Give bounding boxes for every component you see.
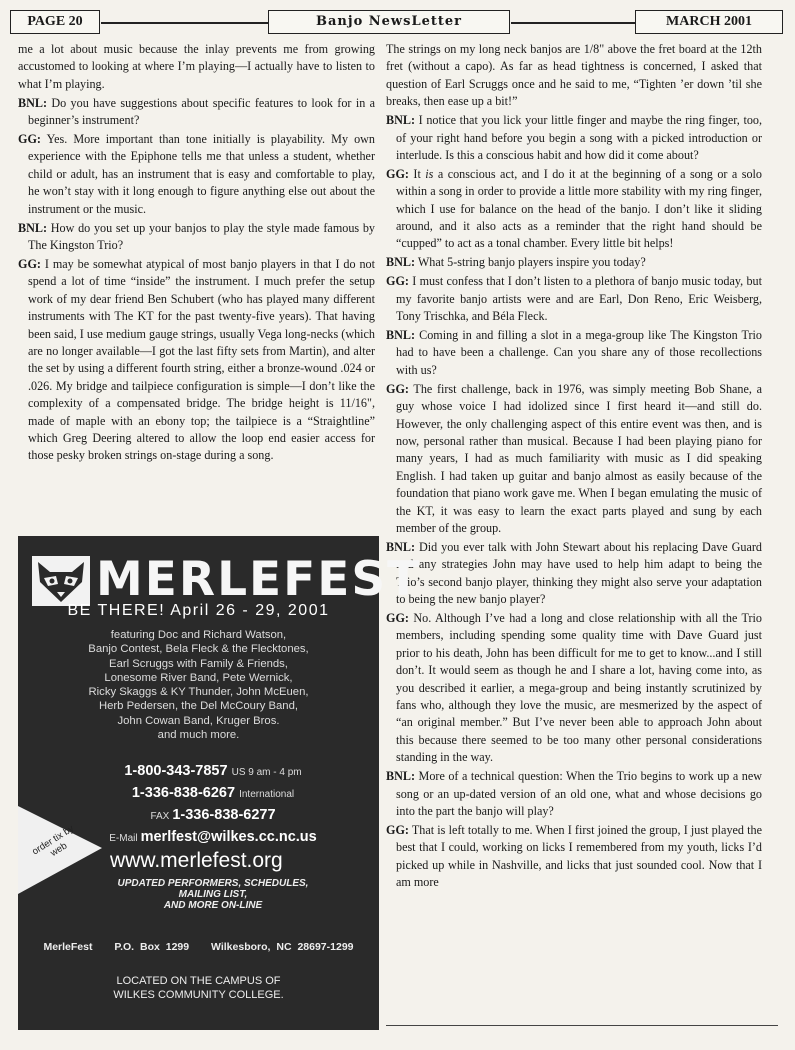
question-paragraph <box>18 95 375 130</box>
answer-paragraph <box>386 381 762 538</box>
speaker-label: GG: <box>18 132 41 147</box>
lineup-line: featuring Doc and Richard Watson, <box>110 629 287 641</box>
website-link[interactable]: www.merlefest.org <box>110 849 283 872</box>
answer-paragraph <box>18 256 375 465</box>
lineup-line: Banjo Contest, Bela Fleck & the Flecktones, <box>88 643 309 656</box>
paragraph-text: More of a technical question: When the Trio begins to work up a new song or an up-dated version of an old one, what and whose decisions go into the part the banjo will play? <box>396 769 762 818</box>
speaker-label: BNL: <box>18 95 48 110</box>
newsletter-title: Banjo NewsLetter <box>268 10 510 34</box>
paragraph <box>386 41 762 111</box>
paragraph-text: What 5-string banjo players inspire you today? <box>417 255 646 270</box>
phone-us-line <box>78 761 348 783</box>
question-paragraph <box>386 327 762 379</box>
speaker-label: BNL: <box>386 255 416 270</box>
speaker-label: BNL: <box>386 113 416 128</box>
festival-name: MERLEFEST <box>96 552 422 607</box>
contact-info <box>78 761 348 849</box>
question-paragraph <box>386 768 762 820</box>
paragraph-text-start: It <box>413 166 426 181</box>
email-line <box>78 827 348 849</box>
answer-paragraph <box>386 273 762 325</box>
paragraph-text: That is left totally to me. When I first joined the group, I just played the best that I could, working on licks I remembered from my youth, licks I’d picked up while in Nashville, and licks that just sounded cool. Now that I am more <box>396 822 762 890</box>
address-name: MerleFest <box>43 941 93 953</box>
lineup-line: Lonesome River Band, Pete Wernick, <box>104 671 293 684</box>
right-column <box>386 41 762 893</box>
header-rule-left <box>101 22 268 24</box>
question-paragraph <box>18 220 375 255</box>
address-city: Wilkesboro, NC 28697-1299 <box>211 941 354 953</box>
lineup-line: Ricky Skaggs & KY Thunder, John McEuen, <box>88 686 309 699</box>
paragraph-text: a conscious act, and I do it at the beginning of a song or a solo within a song in order to provide a little more stability with my ring finger, which I use for balance on the head of the banjo. I don’t like it sliding around, and it also acts as a reminder that the right hand should be “cupped” to act as a tonal chamber. Every little bit helps! <box>396 166 763 251</box>
paragraph-text: Yes. More important than tone initially is playability. My own experience with the Epiphone tells me that unless a student, whether child or adult, has an instrument that is easy and comfortable to play, he won’t stay with it long enough to figure anything else out about the instrument or the music. <box>28 132 375 216</box>
column-end-rule <box>386 1025 778 1026</box>
paragraph-text: I notice that you lick your little finger and maybe the ring finger, too, of your right hand before you begin a song with a picked introduction or interlude. Is this a conscious habit and how did it come about? <box>396 113 762 162</box>
emphasis-text: is <box>425 166 434 181</box>
fax-line <box>78 805 348 827</box>
raccoon-icon <box>32 556 90 606</box>
lineup-line: Earl Scruggs with Family & Friends, <box>109 657 288 670</box>
phone-intl-note: International <box>239 789 295 800</box>
fax-number: 1-336-838-6277 <box>172 807 276 823</box>
paragraph-text: The strings on my long neck banjos are 1/8" above the fret board at the 12th fret (without a capo). As far as head tightness is concerned, I asked that question of Earl Scruggs once and he said to me, “Tighten ’er down ’til she breaks, then ease up a bit!” <box>386 42 762 109</box>
website-description-line: UPDATED PERFORMERS, SCHEDULES, <box>117 878 309 889</box>
answer-paragraph <box>386 610 762 767</box>
speaker-label: BNL: <box>386 539 416 554</box>
ad-logo <box>32 552 422 607</box>
paragraph <box>18 41 375 93</box>
question-paragraph <box>386 254 762 271</box>
paragraph-text: The first challenge, back in 1976, was simply meeting Bob Shane, a guy whose voice I had idolized since I first heard it—and still do. However, the only challenging aspect of this entire event was then, and is now, personal rather than musical. Because I had been playing piano for many years, I had as much familiarity with music as I did speaking English. I had taken up guitar and banjo almost as easily because of the foundation that piano work gave me. When I began emulating the music of the KT, it was easy to learn the exact parts played and sung by each member of the group. <box>396 381 762 535</box>
question-paragraph <box>386 112 762 164</box>
phone-us-note: US 9 am - 4 pm <box>231 767 302 778</box>
paragraph-text: Did you ever talk with John Stewart about his replacing Dave Guard and any strategies John may have used to help him adapt to being the Trio’s second banjo player, thinking they might also serve your adaptation to being the new banjo player? <box>396 539 762 607</box>
speaker-label: BNL: <box>386 769 416 784</box>
campus-line: WILKES COMMUNITY COLLEGE. <box>113 989 284 1001</box>
paragraph-text: No. Although I’ve had a long and close relationship with all the Trio members, including spending some quality time with Dave Guard just prior to his death, John has been difficult for me to get to know...and I still don’t. It would seem as though he and I share a lot, having come into, as you described it earlier, a mega-group and being instantly scrutinized by fans who, although they love the music, are mesmerized by the aspect of “an original member.” But I’ve never been able to approach John about this because there seemed to be too many other personal considerations standing in the way. <box>396 611 762 765</box>
lineup-line: Herb Pedersen, the Del McCoury Band, <box>98 700 299 713</box>
festival-dates: BE THERE! April 26 - 29, 2001 <box>67 602 330 619</box>
speaker-label: GG: <box>386 611 409 625</box>
speaker-label: GG: <box>386 166 409 181</box>
lineup-line: John Cowan Band, Kruger Bros. <box>117 714 280 727</box>
campus-location <box>18 974 379 1002</box>
speaker-label: GG: <box>386 381 409 396</box>
phone-intl-line <box>78 783 348 805</box>
website-description <box>78 878 348 911</box>
email-label: E-Mail <box>109 833 138 844</box>
speaker-label: GG: <box>18 256 41 271</box>
speaker-label: BNL: <box>18 220 48 235</box>
address-box: P.O. Box 1299 <box>114 941 190 953</box>
lineup-line: and much more. <box>157 729 240 742</box>
order-badge-text: order tix by web <box>30 823 76 859</box>
speaker-label: GG: <box>386 822 409 837</box>
website-description-line: AND MORE ON-LINE <box>163 900 263 911</box>
issue-date: MARCH 2001 <box>635 10 783 34</box>
performer-lineup <box>48 628 349 742</box>
email-address[interactable]: merlfest@wilkes.cc.nc.us <box>140 829 317 845</box>
answer-paragraph <box>386 166 762 253</box>
speaker-label: GG: <box>386 274 409 289</box>
paragraph-text: Coming in and filling a slot in a mega-group like The Kingston Trio had to have been a challenge. Can you share any of those recollections with us? <box>396 328 762 377</box>
paragraph-text: How do you set up your banjos to play the style made famous by The Kingston Trio? <box>28 220 375 252</box>
phone-intl[interactable]: 1-336-838-6267 <box>131 785 236 801</box>
paragraph-text: me a lot about music because the inlay prevents me from growing accustomed to looking at where I’m playing—I actually have to listen to what I’m playing. <box>18 42 375 91</box>
website-description-line: MAILING LIST, <box>178 889 248 900</box>
page-number: PAGE 20 <box>10 10 100 34</box>
paragraph-text: I must confess that I don’t listen to a plethora of banjo music today, but my favorite banjo artists were and are Earl, Don Reno, Eric Weisberg, Tony Trischka, and Béla Fleck. <box>396 274 762 324</box>
answer-paragraph <box>386 822 762 892</box>
question-paragraph <box>386 539 762 609</box>
phone-us[interactable]: 1-800-343-7857 <box>124 763 228 779</box>
answer-paragraph <box>18 131 375 218</box>
campus-line: LOCATED ON THE CAMPUS OF <box>116 975 281 987</box>
fax-label: FAX <box>150 811 170 822</box>
speaker-label: BNL: <box>386 328 416 342</box>
left-column <box>18 41 375 466</box>
mailing-address <box>18 941 379 953</box>
paragraph-text: Do you have suggestions about specific features to look for in a beginner’s instrument? <box>28 95 375 128</box>
header-rule-right <box>511 22 635 24</box>
paragraph-text: I may be somewhat atypical of most banjo players in that I do not spend a lot of time “inside” the instrument. I much prefer the setup work of my dear friend Ben Schubert (who has played many different instruments with The KT for the past twenty-five years). That having been said, I use medium gauge strings, usually Vega long-necks (which are no longer available—I got the last fifty sets from Martin), and alter the set by using a different fourth string, either a bronze-wound .024 or .026. My bridge and tailpiece configuration is simple—I don’t like the complexity of a compensated bridge. The bridge height is 11/16", made of maple with an ebony top; the tailpiece is a “Straightline” which Greg Deering altered to allow the loop end easier access for those pesky broken strings on-stage during a song. <box>28 256 375 463</box>
page-header <box>10 10 785 34</box>
